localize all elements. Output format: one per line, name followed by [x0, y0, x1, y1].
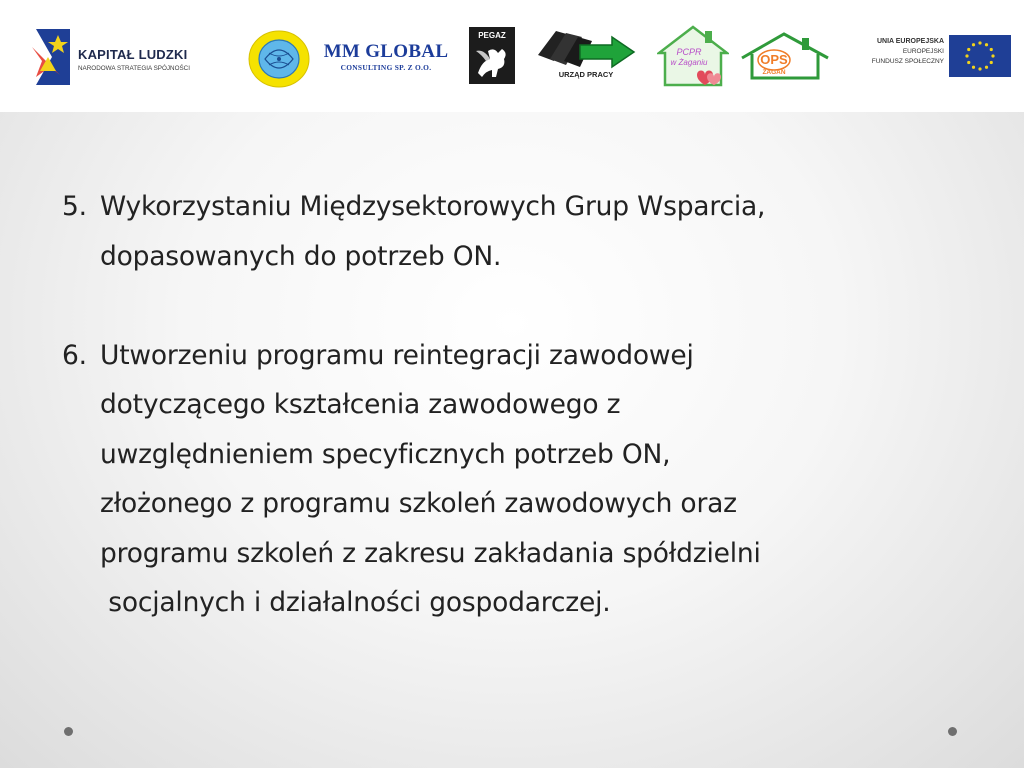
- eu-star-icon: [990, 48, 993, 51]
- globe-school-logo: [247, 29, 311, 89]
- ue-title: UNIA EUROPEJSKA: [876, 38, 944, 45]
- decorative-dot-left: [64, 727, 73, 736]
- pegaz-title: PEGAZ: [478, 31, 506, 40]
- list-item-line: dotyczącego kształcenia zawodowego z: [100, 389, 621, 420]
- eu-star-icon: [972, 66, 975, 69]
- globe-emblem-icon: [247, 29, 311, 89]
- pegaz-logo: [469, 27, 515, 84]
- eu-star-icon: [967, 48, 970, 51]
- list-item-number: 5.: [62, 191, 87, 222]
- decorative-dot-right: [948, 727, 957, 736]
- list-item-number: 6.: [62, 339, 87, 371]
- list-item-line: Utworzeniu programu reintegracji zawodowej: [100, 339, 694, 371]
- urzad-pracy-arrow-icon: [536, 25, 636, 71]
- pegasus-horse-icon: [474, 43, 510, 81]
- eu-star-icon: [978, 67, 981, 70]
- list-item: [62, 182, 992, 281]
- eu-star-icon: [991, 54, 994, 57]
- eu-star-icon: [985, 66, 988, 69]
- eu-star-icon: [985, 43, 988, 46]
- eu-star-icon: [967, 61, 970, 64]
- mm-global-logo: [322, 43, 450, 77]
- list-item-line: Wykorzystaniu Międzysektorowych Grup Wsparcia,: [100, 191, 766, 222]
- slide-content: [62, 182, 992, 677]
- ops-zagan-logo: [738, 30, 833, 82]
- list-item-line: złożonego z programu szkoleń zawodowych oraz: [100, 488, 737, 519]
- list-item-line: socjalnych i działalności gospodarczej.: [100, 587, 611, 618]
- mm-global-subtitle: CONSULTING SP. Z O.O.: [340, 63, 432, 72]
- list-item-line: programu szkoleń z zakresu zakładania spółdzielni: [100, 537, 761, 569]
- eu-star-icon: [978, 41, 981, 44]
- kapital-ludzki-emblem-icon: [30, 27, 74, 87]
- ops-house-icon: [738, 30, 833, 82]
- urzad-pracy-title: URZĄD PRACY: [558, 70, 614, 79]
- logo-bar: [0, 0, 1024, 112]
- urzad-pracy-logo: [536, 25, 636, 83]
- pcpr-line1: PCPR: [676, 47, 702, 57]
- list-item-line: uwzględnieniem specyficznych potrzeb ON,: [100, 438, 671, 470]
- ops-title: OPS: [760, 52, 788, 67]
- eu-flag-icon: [949, 35, 1011, 77]
- pcpr-line2: w Żaganiu: [670, 58, 708, 67]
- ops-subtitle: ŻAGAŃ: [762, 69, 786, 76]
- list-item-line: dopasowanych do potrzeb ON.: [100, 240, 502, 272]
- eu-star-icon: [965, 54, 968, 57]
- list-item: [62, 331, 992, 628]
- pcpr-house-icon: [657, 25, 729, 87]
- ue-line2: EUROPEJSKI: [902, 48, 944, 55]
- mm-global-title: MM GLOBAL: [323, 41, 449, 62]
- kapital-ludzki-title: KAPITAŁ LUDZKI: [78, 47, 188, 62]
- unia-europejska-logo: [852, 33, 1014, 79]
- kapital-ludzki-subtitle: NARODOWA STRATEGIA SPÓJNOŚCI: [78, 65, 190, 72]
- kapital-ludzki-logo: [30, 27, 220, 87]
- eu-star-icon: [972, 43, 975, 46]
- ue-line3: FUNDUSZ SPOŁECZNY: [871, 58, 944, 65]
- pcpr-logo: [657, 25, 729, 87]
- eu-star-icon: [990, 61, 993, 64]
